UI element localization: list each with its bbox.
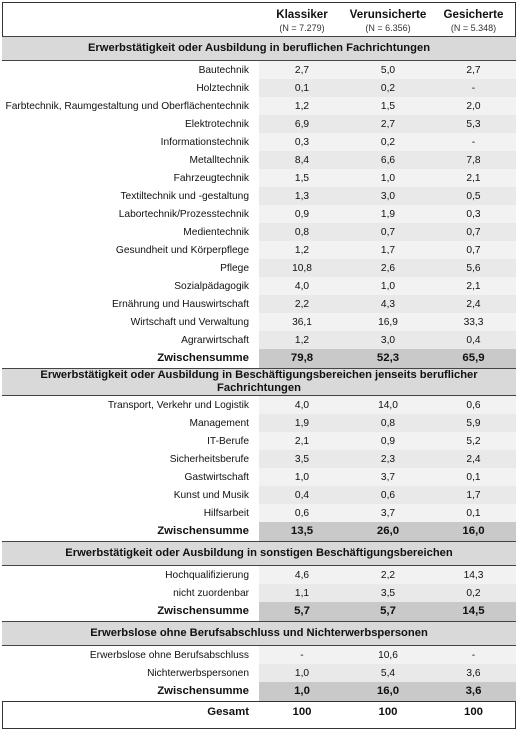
table-row xyxy=(2,97,516,115)
cell-verunsicherte: 2,2 xyxy=(345,566,431,585)
section-title: Erwerbstätigkeit oder Ausbildung in Beschäftigungsbereichen jenseits beruflicher Fachrichtungen xyxy=(2,369,516,396)
table-row xyxy=(2,396,516,415)
cell-klassiker: 3,5 xyxy=(259,450,345,468)
section-title: Erwerbstätigkeit oder Ausbildung in sonstigen Beschäftigungsbereichen xyxy=(2,542,516,566)
cell-gesicherte: 0,4 xyxy=(431,331,516,349)
total-label: Gesamt xyxy=(2,702,259,724)
section-header xyxy=(2,37,516,61)
subtotal-klassiker: 79,8 xyxy=(259,349,345,369)
section-title: Erwerbstätigkeit oder Ausbildung in beruflichen Fachrichtungen xyxy=(2,37,516,61)
cell-gesicherte: - xyxy=(431,646,516,665)
col-header-verunsicherte: Verunsicherte xyxy=(349,8,427,21)
cell-verunsicherte: 3,7 xyxy=(345,468,431,486)
cell-gesicherte: 0,7 xyxy=(431,223,516,241)
cell-verunsicherte: 5,0 xyxy=(345,61,431,80)
table-row xyxy=(2,432,516,450)
cell-klassiker: 0,9 xyxy=(259,205,345,223)
cell-klassiker: 1,0 xyxy=(259,468,345,486)
table-row xyxy=(2,584,516,602)
cell-gesicherte: 7,8 xyxy=(431,151,516,169)
cell-verunsicherte: 3,7 xyxy=(345,504,431,522)
table-row xyxy=(2,331,516,349)
subtotal-label: Zwischensumme xyxy=(2,602,259,622)
row-label: Farbtechnik, Raumgestaltung und Oberflächentechnik xyxy=(2,97,259,115)
cell-verunsicherte: 1,9 xyxy=(345,205,431,223)
section-header xyxy=(2,542,516,566)
cell-klassiker: 1,2 xyxy=(259,97,345,115)
row-label: Bautechnik xyxy=(2,61,259,80)
cell-klassiker: 0,1 xyxy=(259,79,345,97)
cell-verunsicherte: 10,6 xyxy=(345,646,431,665)
table-row xyxy=(2,151,516,169)
table-row xyxy=(2,504,516,522)
data-table xyxy=(2,2,516,723)
header-empty xyxy=(2,2,259,21)
subtotal-label: Zwischensumme xyxy=(2,522,259,542)
row-label: Wirtschaft und Verwaltung xyxy=(2,313,259,331)
row-label: Nichterwerbspersonen xyxy=(2,664,259,682)
subtotal-row xyxy=(2,682,516,702)
cell-klassiker: 36,1 xyxy=(259,313,345,331)
cell-klassiker: 2,2 xyxy=(259,295,345,313)
row-label: Medientechnik xyxy=(2,223,259,241)
table-row xyxy=(2,241,516,259)
cell-verunsicherte: 5,4 xyxy=(345,664,431,682)
table-row xyxy=(2,450,516,468)
row-label: Gastwirtschaft xyxy=(2,468,259,486)
cell-verunsicherte: 3,0 xyxy=(345,331,431,349)
cell-gesicherte: - xyxy=(431,133,516,151)
cell-gesicherte: 33,3 xyxy=(431,313,516,331)
cell-gesicherte: 0,3 xyxy=(431,205,516,223)
cell-gesicherte: 2,4 xyxy=(431,450,516,468)
table-row xyxy=(2,205,516,223)
table-row xyxy=(2,486,516,504)
cell-gesicherte: 5,3 xyxy=(431,115,516,133)
row-label: Metalltechnik xyxy=(2,151,259,169)
total-gesicherte: 100 xyxy=(431,702,516,724)
row-label: Hochqualifizierung xyxy=(2,566,259,585)
table-row xyxy=(2,61,516,80)
cell-klassiker: 1,0 xyxy=(259,664,345,682)
cell-verunsicherte: 3,0 xyxy=(345,187,431,205)
cell-gesicherte: 14,3 xyxy=(431,566,516,585)
cell-klassiker: 6,9 xyxy=(259,115,345,133)
cell-klassiker: 2,7 xyxy=(259,61,345,80)
cell-klassiker: 2,1 xyxy=(259,432,345,450)
cell-verunsicherte: 1,0 xyxy=(345,277,431,295)
cell-gesicherte: 0,1 xyxy=(431,468,516,486)
cell-verunsicherte: 0,2 xyxy=(345,79,431,97)
cell-verunsicherte: 1,7 xyxy=(345,241,431,259)
cell-gesicherte: 2,1 xyxy=(431,277,516,295)
row-label: Informationstechnik xyxy=(2,133,259,151)
col-n-verunsicherte: (N = 6.356) xyxy=(365,23,411,33)
cell-gesicherte: 2,0 xyxy=(431,97,516,115)
cell-gesicherte: 2,7 xyxy=(431,61,516,80)
cell-klassiker: 1,3 xyxy=(259,187,345,205)
cell-klassiker: 0,8 xyxy=(259,223,345,241)
header-empty xyxy=(2,21,259,37)
cell-klassiker: 1,2 xyxy=(259,241,345,259)
subtotal-row xyxy=(2,522,516,542)
col-header-klassiker: Klassiker xyxy=(276,8,328,21)
cell-gesicherte: 3,6 xyxy=(431,664,516,682)
cell-klassiker: 1,5 xyxy=(259,169,345,187)
cell-gesicherte: 0,1 xyxy=(431,504,516,522)
row-label: Erwerbslose ohne Berufsabschluss xyxy=(2,646,259,665)
cell-verunsicherte: 2,3 xyxy=(345,450,431,468)
row-label: Labortechnik/Prozesstechnik xyxy=(2,205,259,223)
subtotal-klassiker: 1,0 xyxy=(259,682,345,702)
table-row xyxy=(2,169,516,187)
table-row xyxy=(2,115,516,133)
row-label: Ernährung und Hauswirtschaft xyxy=(2,295,259,313)
cell-klassiker: 8,4 xyxy=(259,151,345,169)
cell-gesicherte: - xyxy=(431,79,516,97)
table-row xyxy=(2,223,516,241)
row-label: Hilfsarbeit xyxy=(2,504,259,522)
subtotal-row xyxy=(2,602,516,622)
row-label: Gesundheit und Körperpflege xyxy=(2,241,259,259)
row-label: Sicherheitsberufe xyxy=(2,450,259,468)
row-label: Sozialpädagogik xyxy=(2,277,259,295)
cell-gesicherte: 5,9 xyxy=(431,414,516,432)
section-title: Erwerbslose ohne Berufsabschluss und Nichterwerbspersonen xyxy=(2,622,516,646)
cell-gesicherte: 2,4 xyxy=(431,295,516,313)
subtotal-label: Zwischensumme xyxy=(2,682,259,702)
col-header-gesicherte: Gesicherte xyxy=(443,8,504,21)
row-label: Holztechnik xyxy=(2,79,259,97)
subtotal-verunsicherte: 52,3 xyxy=(345,349,431,369)
cell-verunsicherte: 3,5 xyxy=(345,584,431,602)
cell-klassiker: 4,6 xyxy=(259,566,345,585)
table-row xyxy=(2,664,516,682)
table-row xyxy=(2,133,516,151)
subtotal-row xyxy=(2,349,516,369)
cell-klassiker: 1,2 xyxy=(259,331,345,349)
row-label: Fahrzeugtechnik xyxy=(2,169,259,187)
row-label: Agrarwirtschaft xyxy=(2,331,259,349)
cell-verunsicherte: 0,6 xyxy=(345,486,431,504)
table-row xyxy=(2,646,516,665)
cell-klassiker: 0,6 xyxy=(259,504,345,522)
cell-gesicherte: 0,6 xyxy=(431,396,516,415)
section-header xyxy=(2,369,516,396)
cell-verunsicherte: 14,0 xyxy=(345,396,431,415)
subtotal-gesicherte: 3,6 xyxy=(431,682,516,702)
row-label: Kunst und Musik xyxy=(2,486,259,504)
col-n-gesicherte: (N = 5.348) xyxy=(450,23,497,33)
cell-gesicherte: 5,6 xyxy=(431,259,516,277)
total-row xyxy=(2,702,516,724)
cell-gesicherte: 0,5 xyxy=(431,187,516,205)
cell-verunsicherte: 0,2 xyxy=(345,133,431,151)
cell-verunsicherte: 6,6 xyxy=(345,151,431,169)
table-row xyxy=(2,468,516,486)
table-row xyxy=(2,414,516,432)
table-row xyxy=(2,313,516,331)
subtotal-verunsicherte: 26,0 xyxy=(345,522,431,542)
subtotal-verunsicherte: 16,0 xyxy=(345,682,431,702)
cell-klassiker: 0,3 xyxy=(259,133,345,151)
cell-klassiker: - xyxy=(259,646,345,665)
subtotal-klassiker: 5,7 xyxy=(259,602,345,622)
subtotal-klassiker: 13,5 xyxy=(259,522,345,542)
cell-klassiker: 0,4 xyxy=(259,486,345,504)
total-verunsicherte: 100 xyxy=(345,702,431,724)
row-label: nicht zuordenbar xyxy=(2,584,259,602)
row-label: Textiltechnik und -gestaltung xyxy=(2,187,259,205)
row-label: Pflege xyxy=(2,259,259,277)
total-klassiker: 100 xyxy=(259,702,345,724)
cell-gesicherte: 5,2 xyxy=(431,432,516,450)
section-header xyxy=(2,622,516,646)
subtotal-gesicherte: 65,9 xyxy=(431,349,516,369)
cell-verunsicherte: 1,0 xyxy=(345,169,431,187)
cell-verunsicherte: 0,8 xyxy=(345,414,431,432)
cell-verunsicherte: 4,3 xyxy=(345,295,431,313)
table-row xyxy=(2,277,516,295)
table-row xyxy=(2,566,516,585)
cell-klassiker: 1,1 xyxy=(259,584,345,602)
cell-gesicherte: 1,7 xyxy=(431,486,516,504)
col-n-klassiker: (N = 7.279) xyxy=(279,23,325,33)
row-label: Elektrotechnik xyxy=(2,115,259,133)
cell-klassiker: 10,8 xyxy=(259,259,345,277)
subtotal-verunsicherte: 5,7 xyxy=(345,602,431,622)
table-row xyxy=(2,187,516,205)
table-row xyxy=(2,295,516,313)
table-row xyxy=(2,79,516,97)
cell-verunsicherte: 1,5 xyxy=(345,97,431,115)
cell-gesicherte: 2,1 xyxy=(431,169,516,187)
cell-klassiker: 4,0 xyxy=(259,396,345,415)
cell-klassiker: 1,9 xyxy=(259,414,345,432)
subtotal-gesicherte: 14,5 xyxy=(431,602,516,622)
cell-verunsicherte: 0,7 xyxy=(345,223,431,241)
cell-verunsicherte: 16,9 xyxy=(345,313,431,331)
cell-gesicherte: 0,7 xyxy=(431,241,516,259)
subtotal-label: Zwischensumme xyxy=(2,349,259,369)
subtotal-gesicherte: 16,0 xyxy=(431,522,516,542)
row-label: IT-Berufe xyxy=(2,432,259,450)
cell-verunsicherte: 2,7 xyxy=(345,115,431,133)
cell-verunsicherte: 2,6 xyxy=(345,259,431,277)
cell-gesicherte: 0,2 xyxy=(431,584,516,602)
table-row xyxy=(2,259,516,277)
row-label: Management xyxy=(2,414,259,432)
cell-klassiker: 4,0 xyxy=(259,277,345,295)
row-label: Transport, Verkehr und Logistik xyxy=(2,396,259,415)
cell-verunsicherte: 0,9 xyxy=(345,432,431,450)
